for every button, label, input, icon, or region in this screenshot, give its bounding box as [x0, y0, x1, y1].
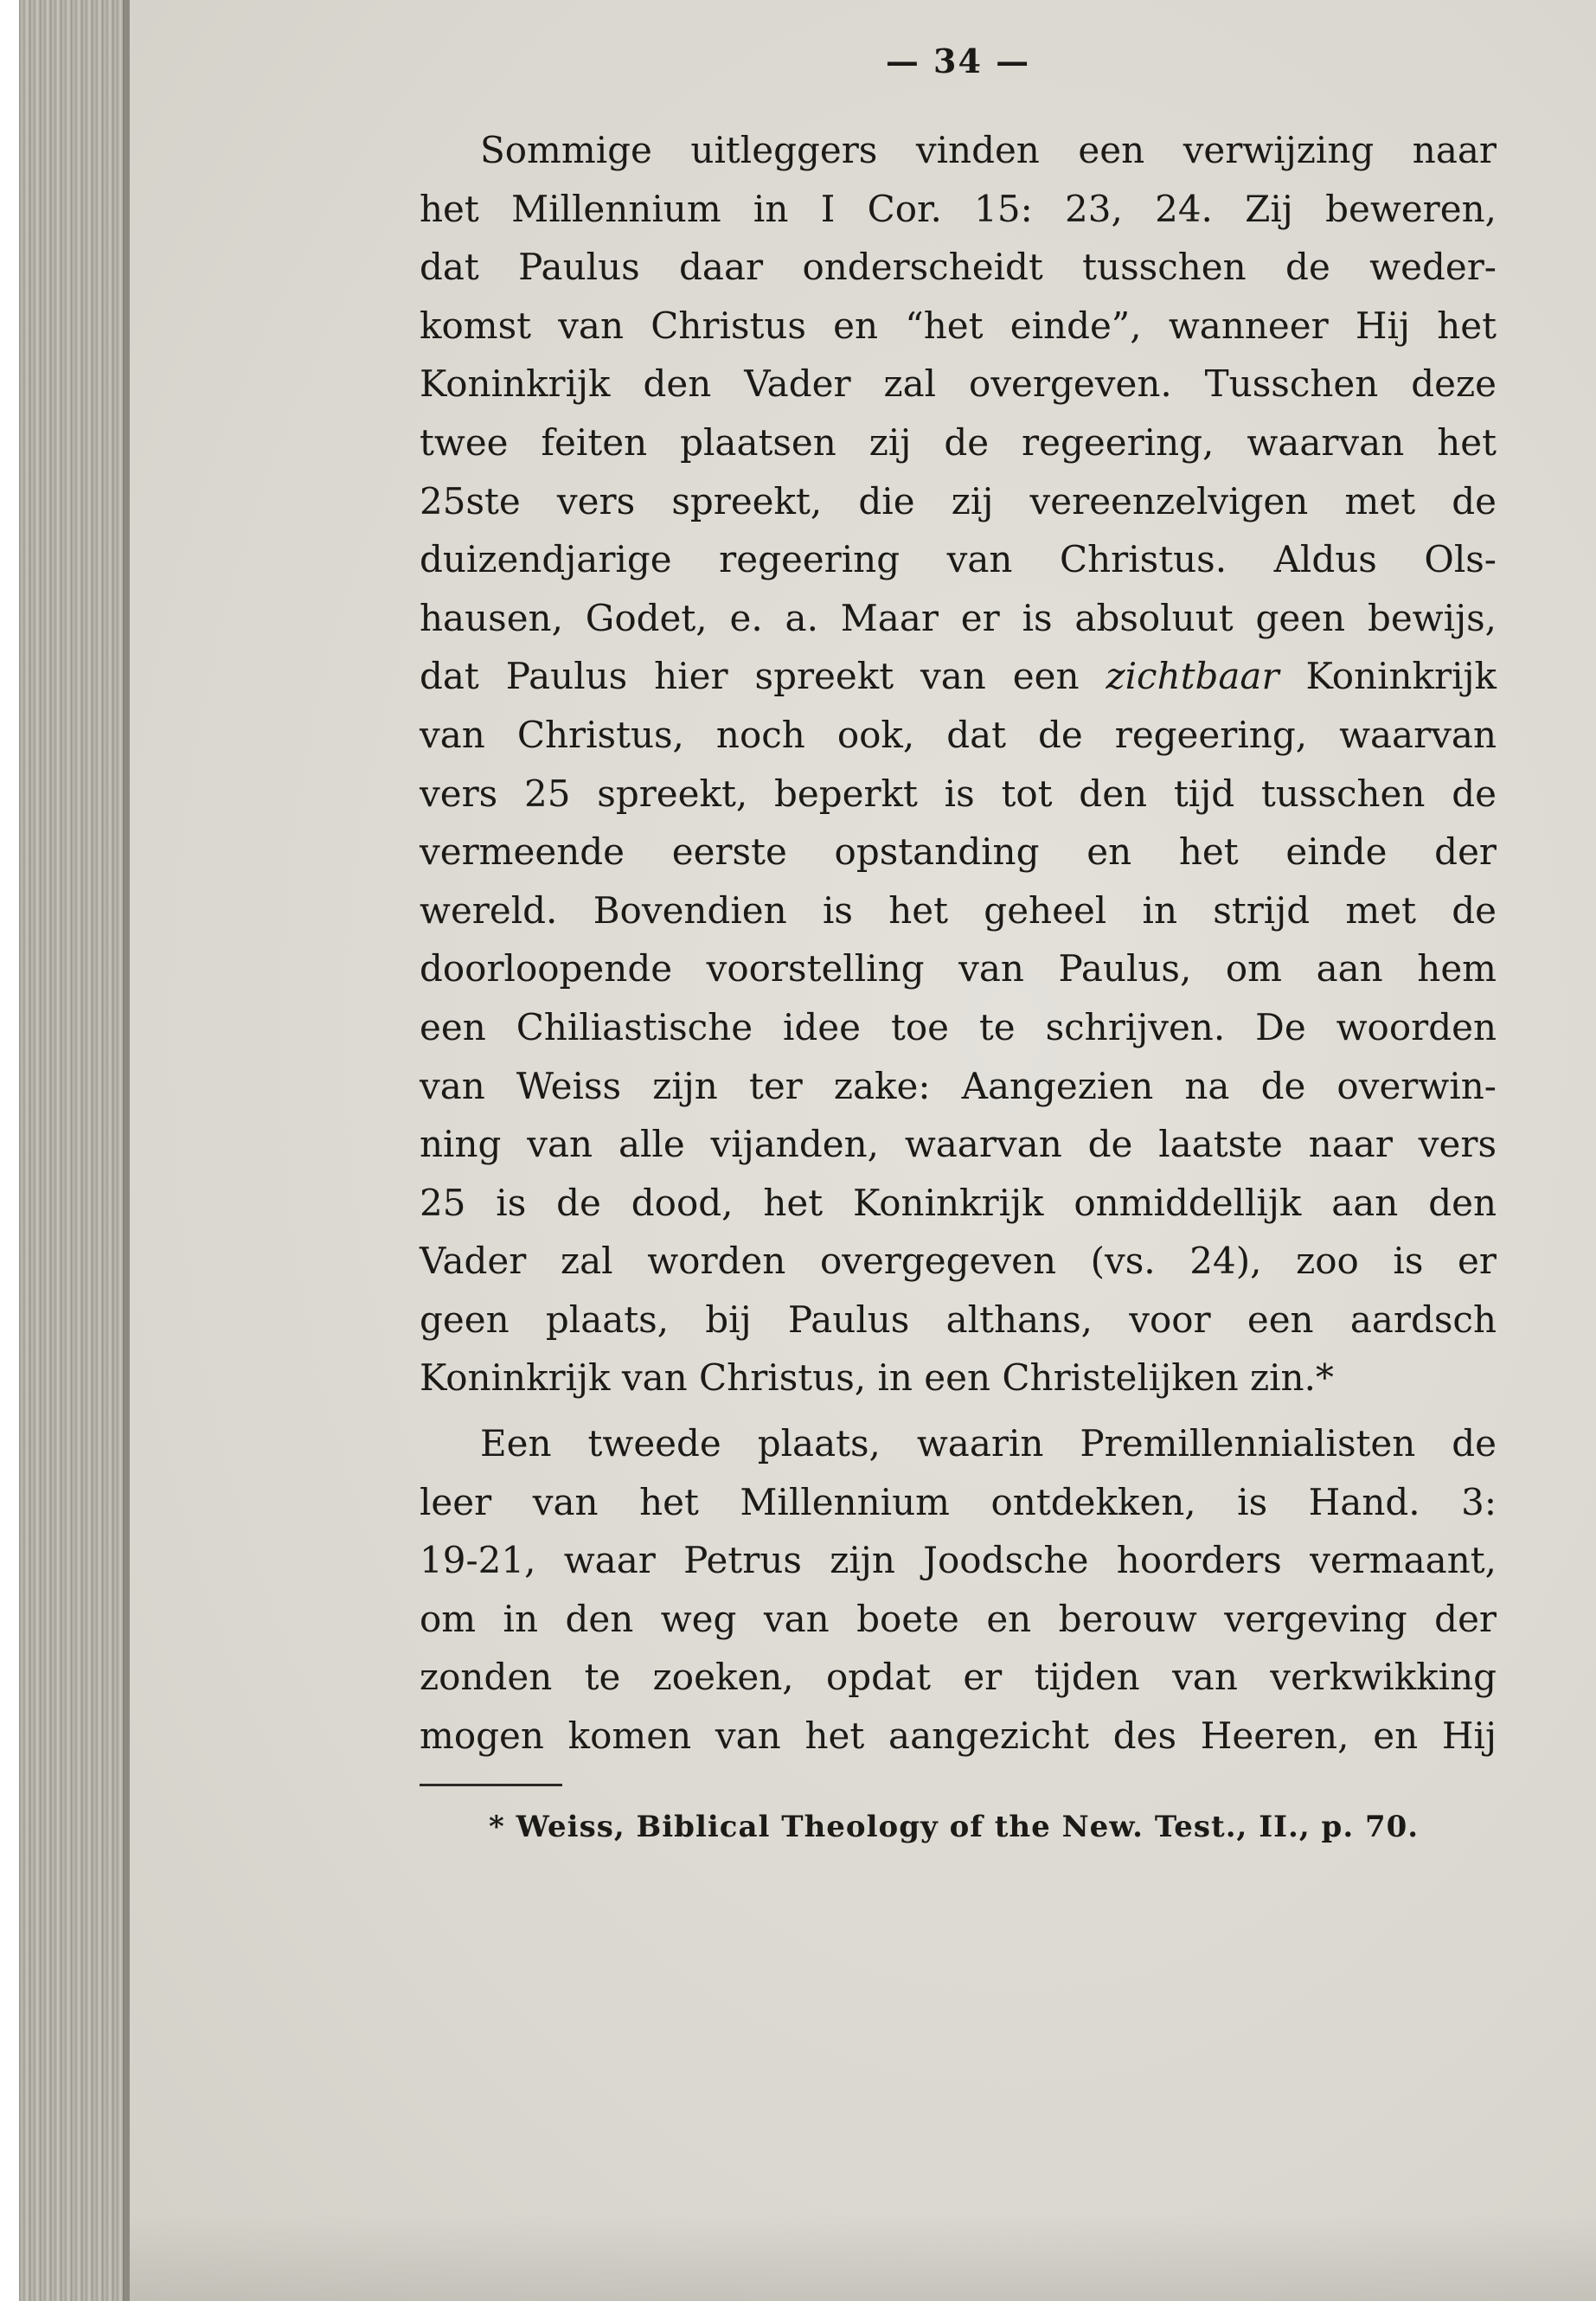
text-line: het Millennium in I Cor. 15: 23, 24. Zij beweren,	[420, 187, 1497, 230]
text-line: 25 is de dood, het Koninkrijk onmiddellijk aan den	[420, 1181, 1497, 1224]
page-number: — 34 —	[885, 42, 1031, 80]
text-line: doorloopende voorstelling van Paulus, om aan hem	[420, 947, 1497, 990]
text-line: om in den weg van boete en berouw vergeving der	[420, 1597, 1497, 1640]
text-line: zonden te zoeken, opdat er tijden van verkwikking	[420, 1656, 1497, 1699]
text-line: 19-21, waar Petrus zijn Joodsche hoorders vermaant,	[420, 1539, 1497, 1582]
text-line: van Christus, noch ook, dat de regeering, waarvan	[420, 713, 1497, 756]
text-line: twee feiten plaatsen zij de regeering, waarvan het	[420, 420, 1497, 464]
text-line: van Weiss zijn ter zake: Aangezien na de overwin-	[420, 1064, 1497, 1107]
text-line: dat Paulus hier spreekt van een zichtbaar Koninkrijk	[420, 655, 1497, 698]
text-line: mogen komen van het aangezicht des Heeren, en Hij	[420, 1714, 1497, 1757]
text-line: wereld. Bovendien is het geheel in strijd met de	[420, 888, 1497, 932]
text-line: dat Paulus daar onderscheidt tusschen de weder-	[420, 246, 1497, 289]
page-shadow	[130, 2214, 1596, 2301]
text-line: Vader zal worden overgegeven (vs. 24), zoo is er	[420, 1240, 1497, 1283]
text-line: vers 25 spreekt, beperkt is tot den tijd tusschen de	[420, 772, 1497, 815]
text-line: vermeende eerste opstanding en het einde der	[420, 830, 1497, 874]
text-line: Koninkrijk den Vader zal overgeven. Tusschen deze	[420, 362, 1497, 406]
text-line: duizendjarige regeering van Christus. Aldus Ols-	[420, 538, 1497, 581]
emphasis: zichtbaar	[1106, 655, 1279, 698]
footnote-divider	[420, 1784, 562, 1786]
text-line: Een tweede plaats, waarin Premillennialisten de	[480, 1422, 1497, 1465]
text-line: geen plaats, bij Paulus althans, voor een aardsch	[420, 1298, 1497, 1341]
paragraph-2	[420, 1414, 1497, 1766]
footnote: * Weiss, Biblical Theology of the New. Test., II., p. 70.	[489, 1810, 1420, 1844]
text-line: een Chiliastische idee toe te schrijven. De woorden	[420, 1005, 1497, 1048]
text-line: Sommige uitleggers vinden een verwijzing naar	[480, 129, 1497, 171]
paragraph-1	[420, 121, 1497, 1407]
text-line: hausen, Godet, e. a. Maar er is absoluut geen bewijs,	[420, 596, 1497, 639]
text-line: ning van alle vijanden, waarvan de laatste naar vers	[420, 1123, 1497, 1166]
text-line: leer van het Millennium ontdekken, is Hand. 3:	[420, 1480, 1497, 1523]
text-line: 25ste vers spreekt, die zij vereenzelvigen met de	[420, 479, 1497, 522]
text-line: Koninkrijk van Christus, in een Christelijken zin.*	[420, 1356, 1334, 1400]
text-line: komst van Christus en “het einde”, wanneer Hij het	[420, 304, 1497, 347]
